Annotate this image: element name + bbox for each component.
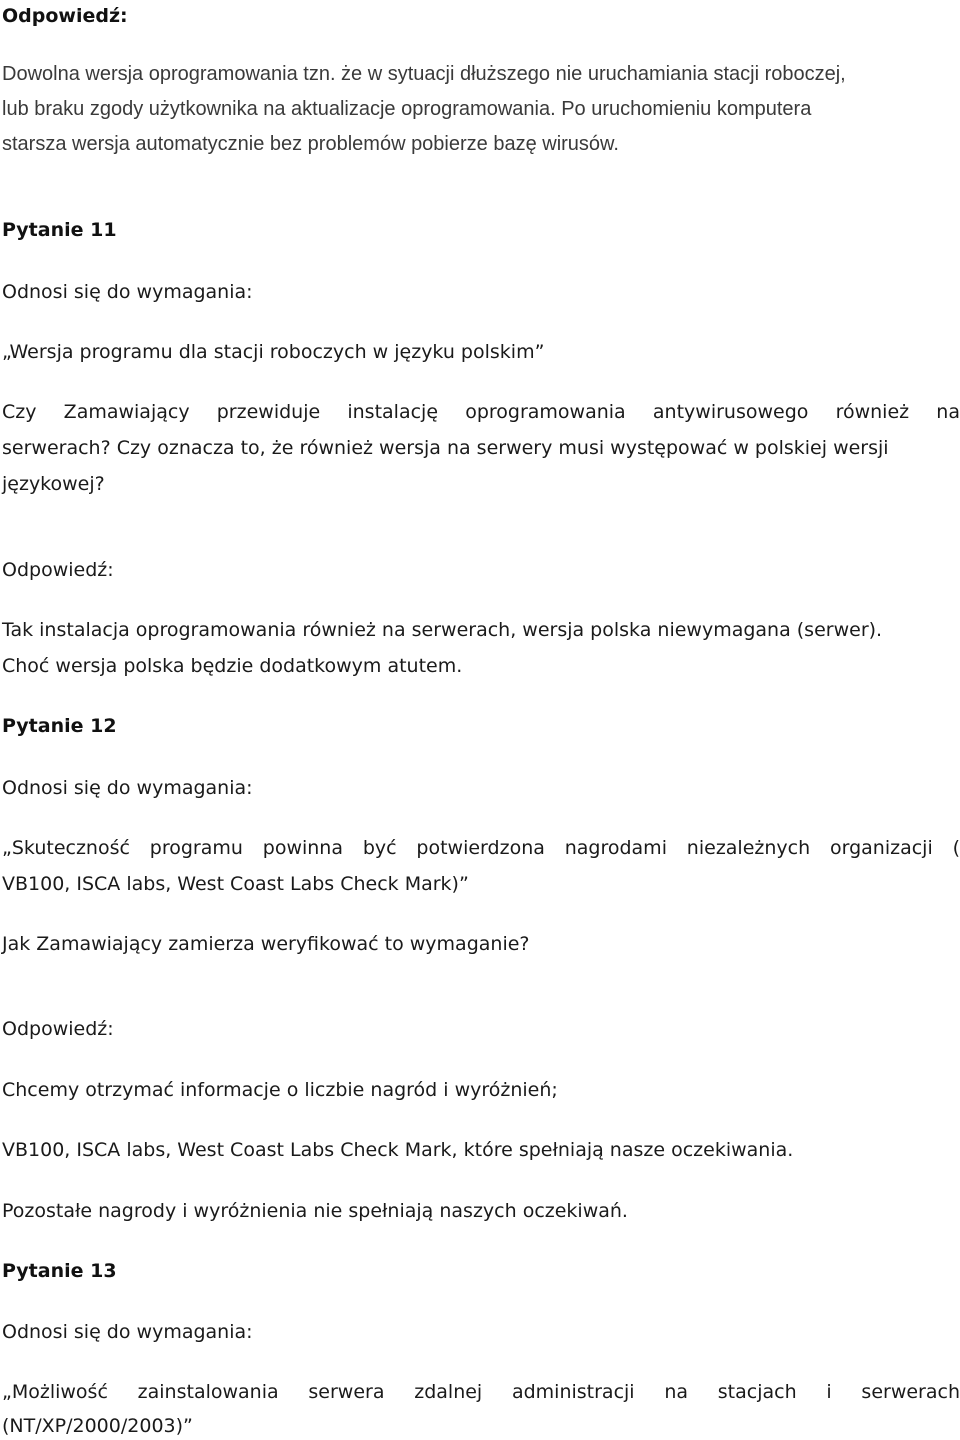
question-heading: Pytanie 12	[2, 715, 117, 737]
question-text-line: językowej?	[2, 473, 105, 495]
question-heading: Pytanie 13	[2, 1260, 117, 1282]
answer-text-line: Pozostałe nagrody i wyróżnienia nie spełniają naszych oczekiwań.	[2, 1200, 628, 1222]
answer-heading: Odpowiedź:	[2, 5, 128, 27]
requirement-ref-label: Odnosi się do wymagania:	[2, 777, 253, 799]
requirement-ref-label: Odnosi się do wymagania:	[2, 1321, 253, 1343]
answer-text-line: starsza wersja automatycznie bez problemów pobierze bazę wirusów.	[2, 133, 619, 155]
answer-heading: Odpowiedź:	[2, 559, 114, 581]
answer-text-line: VB100, ISCA labs, West Coast Labs Check Mark, które spełniają nasze oczekiwania.	[2, 1139, 794, 1161]
requirement-text-line: „Możliwość zainstalowania serwera zdalnej administracji na stacjach i serwerach	[2, 1381, 960, 1403]
question-heading: Pytanie 11	[2, 219, 117, 241]
answer-heading: Odpowiedź:	[2, 1018, 114, 1040]
question-text-line: Czy Zamawiający przewiduje instalację oprogramowania antywirusowego również na	[2, 401, 960, 423]
question-text-line: serwerach? Czy oznacza to, że również wersja na serwery musi występować w polskiej wersji	[2, 437, 889, 459]
requirement-text-line: „Skuteczność programu powinna być potwierdzona nagrodami niezależnych organizacji (	[2, 837, 960, 859]
requirement-ref-label: Odnosi się do wymagania:	[2, 281, 253, 303]
answer-text-line: lub braku zgody użytkownika na aktualizacje oprogramowania. Po uruchomieniu komputera	[2, 98, 812, 120]
answer-text-line: Dowolna wersja oprogramowania tzn. że w sytuacji dłuższego nie uruchamiania stacji roboczej,	[2, 63, 846, 85]
requirement-text: „Wersja programu dla stacji roboczych w języku polskim”	[2, 341, 545, 363]
requirement-text-line: (NT/XP/2000/2003)”	[2, 1415, 193, 1437]
answer-text-line: Chcemy otrzymać informacje o liczbie nagród i wyróżnień;	[2, 1079, 558, 1101]
answer-text-line: Tak instalacja oprogramowania również na serwerach, wersja polska niewymagana (serwer).	[2, 619, 883, 641]
question-text: Jak Zamawiający zamierza weryfikować to wymaganie?	[2, 933, 530, 955]
requirement-text-line: VB100, ISCA labs, West Coast Labs Check Mark)”	[2, 873, 469, 895]
answer-text-line: Choć wersja polska będzie dodatkowym atutem.	[2, 655, 463, 677]
